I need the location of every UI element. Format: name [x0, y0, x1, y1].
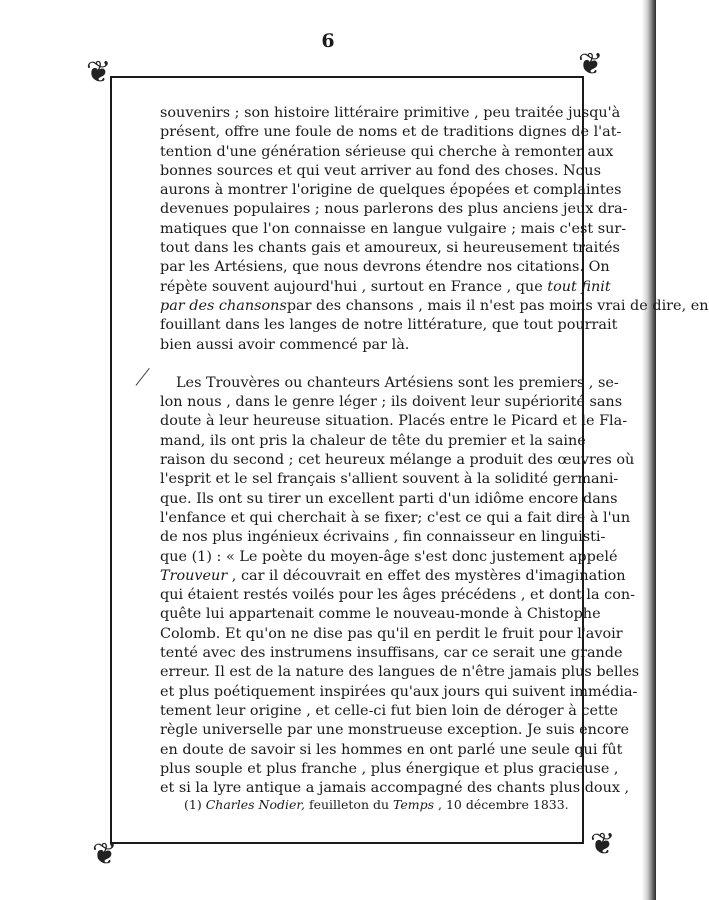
text-line: matiques que l'on connaisse en langue vulgaire ; mais c'est sur- [160, 220, 627, 237]
text-line: tout dans les chants gais et amoureux, si heureusement traités [160, 240, 620, 257]
footnote-journal: Temps [393, 797, 435, 812]
text-line: tention d'une génération sérieuse qui cherche à remonter aux [160, 143, 614, 160]
scan-edge [642, 0, 656, 900]
text-line: Les Trouvères ou chanteurs Artésiens sont les premiers , se- [176, 374, 619, 391]
paragraph-2 [160, 374, 640, 799]
text-line: et plus poétiquement inspirées qu'aux jours qui suivent immédia- [160, 683, 638, 700]
text-line: aurons à montrer l'origine de quelques épopées et complaintes [160, 182, 622, 199]
text-line: devenues populaires ; nous parlerons des plus anciens jeux dra- [160, 201, 628, 218]
text-line: que (1) : « Le poète du moyen-âge s'est donc justement appelé [160, 548, 618, 565]
body-text [160, 104, 709, 798]
italic-phrase: par des chansons [160, 297, 287, 314]
italic-phrase: Trouveur [160, 567, 228, 584]
text-line [160, 297, 709, 316]
ornament-bottom-left-icon: ❦ [92, 837, 118, 872]
ornament-bottom-right-icon: ❦ [590, 827, 616, 862]
text-line: mand, ils ont pris la chaleur de tête du premier et la saine [160, 432, 586, 449]
ornament-top-right-icon: ❦ [578, 47, 604, 82]
text-line: l'enfance et qui cherchait à se fixer; c'est ce qui a fait dire à l'un [160, 509, 631, 526]
text-line: et si la lyre antique a jamais accompagné des chants plus doux , [160, 780, 630, 797]
text-line: que. Ils ont su tirer un excellent parti d'un idiôme encore dans [160, 490, 618, 507]
text-fragment: , car il découvrait en effet des mystères d'imagination [227, 567, 626, 584]
paragraph-1 [160, 104, 709, 355]
text-line: lon nous , dans le genre léger ; ils doivent leur supériorité sans [160, 394, 623, 411]
footnote-marker: (1) [184, 797, 202, 812]
text-line: tement leur origine , et celle-ci fut bien loin de déroger à cette [160, 702, 619, 719]
text-line: plus souple et plus franche , plus énergique et plus gracieuse , [160, 760, 619, 777]
text-line: bonnes sources et qui veut arriver au fond des choses. Nous [160, 162, 601, 179]
italic-phrase: tout finit [547, 278, 611, 295]
text-line: fouillant dans les langes de notre littérature, que tout pourrait [160, 317, 618, 334]
text-fragment: répète souvent aujourd'hui , surtout en France , que [160, 278, 548, 295]
text-line: Colomb. Et qu'on ne dise pas qu'il en perdit le fruit pour l'avoir [160, 625, 623, 642]
text-line: erreur. Il est de la nature des langues de n'être jamais plus belles [160, 664, 640, 681]
text-line: souvenirs ; son histoire littéraire primitive , peu traitée jusqu'à [160, 105, 621, 121]
text-line: règle universelle par une monstrueuse exception. Je suis encore [160, 722, 630, 739]
text-line: de nos plus ingénieux écrivains , fin connaisseur en linguisti- [160, 529, 606, 546]
text-line: présent, offre une foule de noms et de traditions dignes de l'at- [160, 124, 622, 141]
text-line: l'esprit et le sel français s'allient souvent à la solidité germani- [160, 471, 619, 488]
text-fragment: par des chansons , mais il n'est pas moins vrai de dire, en [286, 297, 709, 314]
text-line: en doute de savoir si les hommes en ont parlé une seule qui fût [160, 741, 623, 758]
text-line: tenté avec des instrumens insuffisans, car ce serait une grande [160, 645, 623, 662]
footnote-text: feuilleton du [304, 797, 394, 812]
text-line: doute à leur heureuse situation. Placés entre le Picard et le Fla- [160, 413, 628, 430]
ornament-top-left-icon: ❦ [86, 55, 112, 90]
pencil-annotation [318, 812, 468, 824]
footnote-author: Charles Nodier, [205, 797, 305, 812]
text-line: bien aussi avoir commencé par là. [160, 336, 410, 353]
text-line: par les Artésiens, que nous devrons étendre nos citations. On [160, 259, 610, 276]
footnote-date: , 10 décembre 1833. [434, 797, 569, 812]
text-line: qui étaient restés voilés pour les âges précédens , et dont la con- [160, 587, 636, 604]
footnote [184, 797, 569, 812]
page-number: 6 [321, 30, 335, 52]
text-line [160, 278, 611, 297]
text-line: raison du second ; cet heureux mélange a produit des œuvres où [160, 452, 635, 469]
text-line [160, 567, 626, 586]
text-line: quête lui appartenait comme le nouveau-monde à Chistophe [160, 606, 601, 623]
